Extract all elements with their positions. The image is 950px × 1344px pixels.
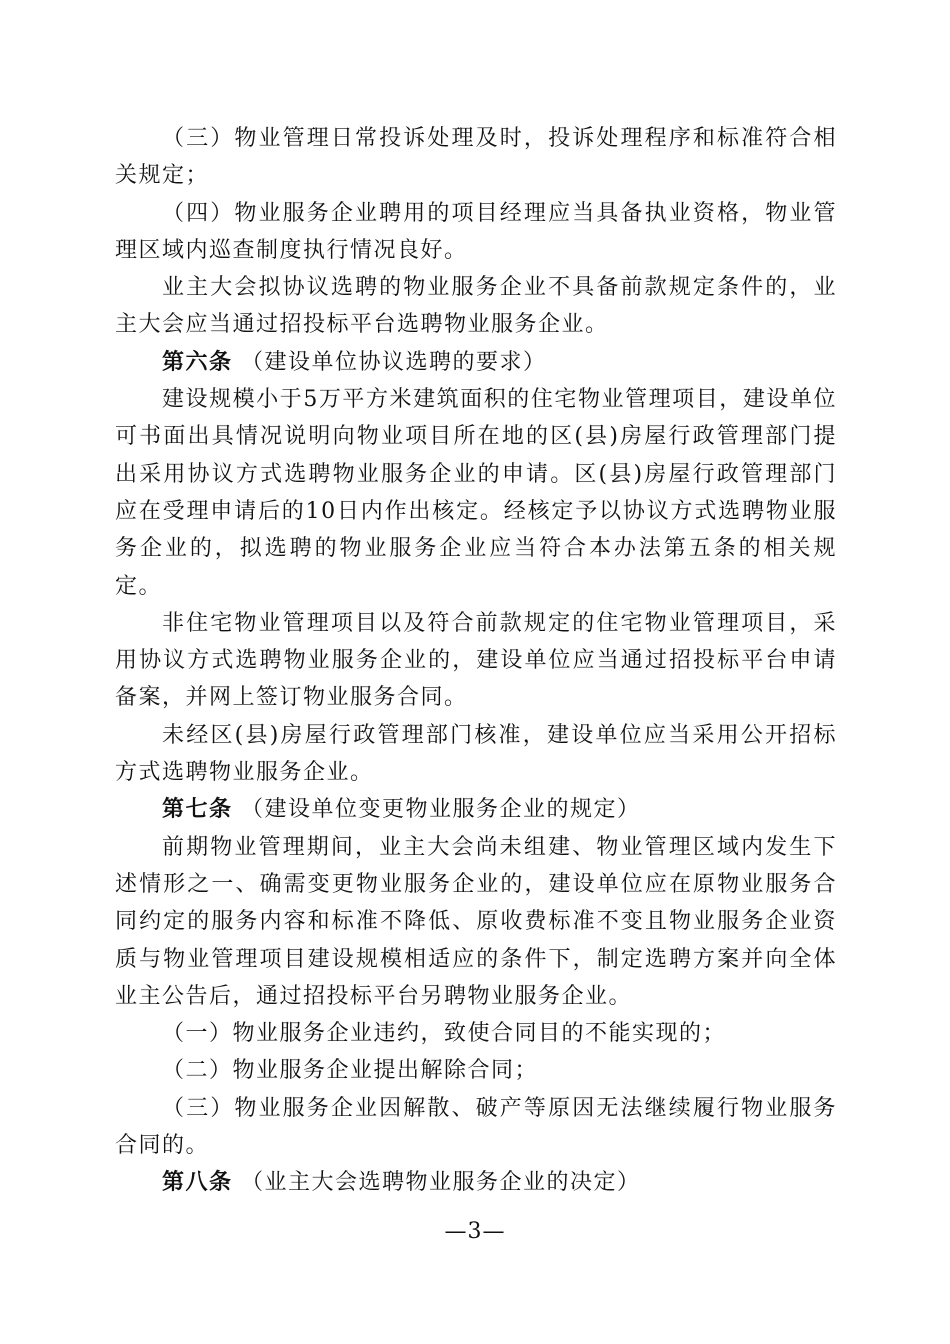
article-title: （业主大会选聘物业服务企业的决定） bbox=[241, 1170, 641, 1196]
article-number: 第六条 bbox=[162, 348, 233, 375]
article-title: （建设单位协议选聘的要求） bbox=[241, 349, 547, 375]
paragraph: 非住宅物业管理项目以及符合前款规定的住宅物业管理项目，采用协议方式选聘物业服务企业的，建设单位应当通过招投标平台申请备案，并网上签订物业服务合同。 bbox=[115, 610, 837, 711]
paragraph: 前期物业管理期间，业主大会尚未组建、物业管理区域内发生下述情形之一、确需变更物业服务企业的，建设单位应在原物业服务合同约定的服务内容和标准不降低、原收费标准不变且物业服务企业资质与物业管理项目建设规模相适应的条件下，制定选聘方案并向全体业主公告后，通过招投标平台另聘物业服务企业。 bbox=[115, 834, 837, 1009]
document-body bbox=[115, 120, 837, 1202]
paragraph: 未经区(县)房屋行政管理部门核准，建设单位应当采用公开招标方式选聘物业服务企业。 bbox=[115, 722, 837, 786]
article-heading bbox=[115, 1164, 837, 1201]
article-number: 第七条 bbox=[162, 796, 233, 823]
article-heading bbox=[115, 791, 837, 828]
article-heading bbox=[115, 344, 837, 381]
paragraph: （一）物业服务企业违约，致使合同目的不能实现的； bbox=[162, 1021, 727, 1047]
paragraph: 业主大会拟协议选聘的物业服务企业不具备前款规定条件的，业主大会应当通过招投标平台选聘物业服务企业。 bbox=[115, 275, 837, 338]
article-title: （建设单位变更物业服务企业的规定） bbox=[241, 797, 641, 823]
article-number: 第八条 bbox=[162, 1169, 233, 1196]
paragraph: （三）物业管理日常投诉处理及时，投诉处理程序和标准符合相关规定； bbox=[115, 126, 837, 189]
paragraph: （二）物业服务企业提出解除合同； bbox=[162, 1058, 539, 1084]
page-number: —3— bbox=[444, 1219, 506, 1244]
paragraph: 建设规模小于5万平方米建筑面积的住宅物业管理项目，建设单位可书面出具情况说明向物业项目所在地的区(县)房屋行政管理部门提出采用协议方式选聘物业服务企业的申请。区(县)房屋行政管理部门应在受理申请后的10日内作出核定。经核定予以协议方式选聘物业服务企业的，拟选聘的物业服务企业应当符合本办法第五条的相关规定。 bbox=[115, 387, 837, 599]
paragraph: （四）物业服务企业聘用的项目经理应当具备执业资格，物业管理区域内巡查制度执行情况良好。 bbox=[115, 200, 837, 263]
paragraph: （三）物业服务企业因解散、破产等原因无法继续履行物业服务合同的。 bbox=[115, 1095, 837, 1159]
